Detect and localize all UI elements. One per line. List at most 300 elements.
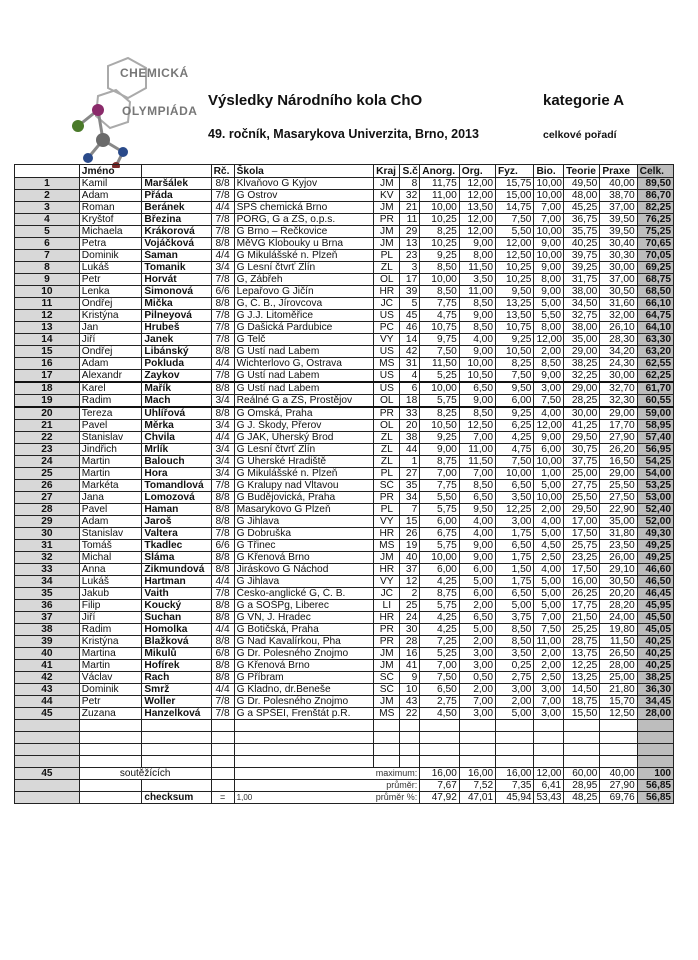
cell-school: G Ústí nad Labem xyxy=(234,382,373,395)
cell-praxe: 32,30 xyxy=(600,395,637,408)
table-row xyxy=(15,286,674,298)
cell-sc: 10 xyxy=(400,684,420,696)
cell-first-name: Filip xyxy=(79,600,142,612)
cell-region: SČ xyxy=(374,684,400,696)
cell-school: G Dašická Pardubice xyxy=(234,322,373,334)
cell-region: SČ xyxy=(374,480,400,492)
cell-fyz: 3,50 xyxy=(496,492,534,504)
cell-bio: 8,00 xyxy=(534,274,564,286)
cell-year: 7/8 xyxy=(211,696,234,708)
col-header-surname xyxy=(142,165,211,178)
cell-sc: 23 xyxy=(400,250,420,262)
cell-surname: Lomozová xyxy=(142,492,211,504)
cell-teorie: 15,50 xyxy=(564,708,600,720)
cell-rank: 40 xyxy=(15,648,80,660)
cell-anorg: 5,75 xyxy=(420,504,460,516)
cell-bio: 5,00 xyxy=(534,480,564,492)
cell-rank: 13 xyxy=(15,322,80,334)
cell-bio: 9,00 xyxy=(534,238,564,250)
cell-anorg: 9,25 xyxy=(420,432,460,444)
cell-anorg: 4,25 xyxy=(420,612,460,624)
cell-bio: 3,00 xyxy=(534,684,564,696)
cell-bio: 4,00 xyxy=(534,516,564,528)
cell-rank: 28 xyxy=(15,504,80,516)
cell-rank: 37 xyxy=(15,612,80,624)
cell-sc: 9 xyxy=(400,672,420,684)
cell-surname: Valtera xyxy=(142,528,211,540)
cell-teorie: 29,50 xyxy=(564,504,600,516)
cell-anorg: 6,50 xyxy=(420,684,460,696)
summary-row-percent xyxy=(15,792,674,804)
cell-school: Reálné G a ZŠ, Prostějov xyxy=(234,395,373,408)
cell-org: 8,50 xyxy=(459,480,495,492)
cell-sc: 5 xyxy=(400,298,420,310)
cell-year: 8/8 xyxy=(211,382,234,395)
cell-praxe: 15,70 xyxy=(600,696,637,708)
cell-school: Česko-anglické G, Č. B. xyxy=(234,588,373,600)
cell-region: MS xyxy=(374,708,400,720)
cell-fyz: 12,00 xyxy=(496,238,534,250)
summary-row-average xyxy=(15,780,674,792)
cell-surname: Homolka xyxy=(142,624,211,636)
cell-sc: 43 xyxy=(400,696,420,708)
cell-rank: 20 xyxy=(15,407,80,420)
cell-first-name: Radim xyxy=(79,624,142,636)
cell-org: 4,00 xyxy=(459,334,495,346)
cell-region: PL xyxy=(374,250,400,262)
cell-anorg: 5,25 xyxy=(420,370,460,383)
cell-org: 6,50 xyxy=(459,612,495,624)
cell-year: 6/6 xyxy=(211,540,234,552)
cell-region: JM xyxy=(374,238,400,250)
cell-region: JČ xyxy=(374,588,400,600)
cell-school: G a SPŠEI, Frenštát p.R. xyxy=(234,708,373,720)
cell-school: G Telč xyxy=(234,334,373,346)
cell-first-name: Martin xyxy=(79,456,142,468)
cell-teorie: 29,00 xyxy=(564,346,600,358)
cell-region: MS xyxy=(374,540,400,552)
cell-anorg: 7,75 xyxy=(420,480,460,492)
cell-total: 68,50 xyxy=(637,286,673,298)
cell-praxe: 30,50 xyxy=(600,286,637,298)
cell-surname: Mrlík xyxy=(142,444,211,456)
max-anorg: 16,00 xyxy=(420,768,460,780)
cell-org: 13,50 xyxy=(459,202,495,214)
cell-year: 4/4 xyxy=(211,358,234,370)
cell-total: 70,65 xyxy=(637,238,673,250)
cell-rank: 6 xyxy=(15,238,80,250)
max-bio: 12,00 xyxy=(534,768,564,780)
cell-rank: 29 xyxy=(15,516,80,528)
cell-year: 4/4 xyxy=(211,432,234,444)
cell-praxe: 31,60 xyxy=(600,298,637,310)
cell-surname: Krákorová xyxy=(142,226,211,238)
cell-school: Jiráskovo G Náchod xyxy=(234,564,373,576)
cell-year: 7/8 xyxy=(211,708,234,720)
cell-bio: 9,00 xyxy=(534,432,564,444)
cell-praxe: 29,00 xyxy=(600,407,637,420)
cell-school: G VN, J. Hradec xyxy=(234,612,373,624)
summary-section xyxy=(15,720,674,804)
cell-bio: 5,00 xyxy=(534,600,564,612)
cell-rank: 44 xyxy=(15,696,80,708)
cell-teorie: 30,00 xyxy=(564,407,600,420)
table-row xyxy=(15,226,674,238)
cell-surname: Pokluda xyxy=(142,358,211,370)
cell-org: 12,50 xyxy=(459,420,495,432)
cell-total: 58,95 xyxy=(637,420,673,432)
cell-total: 54,00 xyxy=(637,468,673,480)
checksum-eq: = xyxy=(211,792,234,804)
cell-first-name: Adam xyxy=(79,516,142,528)
cell-praxe: 16,50 xyxy=(600,456,637,468)
cell-total: 76,25 xyxy=(637,214,673,226)
cell-school: MěVG Klobouky u Brna xyxy=(234,238,373,250)
cell-org: 2,00 xyxy=(459,684,495,696)
cell-first-name: Petra xyxy=(79,238,142,250)
cell-anorg: 7,00 xyxy=(420,660,460,672)
cell-praxe: 23,50 xyxy=(600,540,637,552)
cell-rank: 27 xyxy=(15,492,80,504)
cell-year: 4/4 xyxy=(211,202,234,214)
cell-year: 8/8 xyxy=(211,238,234,250)
table-row xyxy=(15,468,674,480)
cell-school: G Botičská, Praha xyxy=(234,624,373,636)
cell-school: PORG, G a ZŠ, o.p.s. xyxy=(234,214,373,226)
average-label: průměr: xyxy=(234,780,420,792)
cell-teorie: 13,25 xyxy=(564,672,600,684)
cell-bio: 7,00 xyxy=(534,612,564,624)
table-row xyxy=(15,214,674,226)
cell-praxe: 30,00 xyxy=(600,262,637,274)
table-row xyxy=(15,395,674,408)
table-row xyxy=(15,444,674,456)
cell-region: HR xyxy=(374,564,400,576)
cell-school: G J. Škody, Přerov xyxy=(234,420,373,432)
cell-org: 5,00 xyxy=(459,576,495,588)
cell-total: 64,75 xyxy=(637,310,673,322)
cell-bio: 2,50 xyxy=(534,552,564,564)
cell-anorg: 4,50 xyxy=(420,708,460,720)
cell-bio: 2,00 xyxy=(534,504,564,516)
cell-total: 46,45 xyxy=(637,588,673,600)
cell-praxe: 30,40 xyxy=(600,238,637,250)
cell-total: 60,55 xyxy=(637,395,673,408)
table-row xyxy=(15,346,674,358)
cell-bio: 7,00 xyxy=(534,214,564,226)
cell-region: OL xyxy=(374,274,400,286)
avg-celk: 56,85 xyxy=(637,780,673,792)
cell-anorg: 8,25 xyxy=(420,226,460,238)
cell-bio: 4,00 xyxy=(534,407,564,420)
cell-anorg: 2,75 xyxy=(420,696,460,708)
cell-praxe: 40,00 xyxy=(600,178,637,190)
cell-fyz: 5,00 xyxy=(496,600,534,612)
cell-teorie: 39,25 xyxy=(564,262,600,274)
cell-first-name: Karel xyxy=(79,382,142,395)
cell-first-name: Tereza xyxy=(79,407,142,420)
cell-anorg: 4,25 xyxy=(420,624,460,636)
cell-school: G Jihlava xyxy=(234,516,373,528)
table-header-row xyxy=(15,165,674,178)
cell-sc: 11 xyxy=(400,214,420,226)
cell-rank: 25 xyxy=(15,468,80,480)
cell-teorie: 25,00 xyxy=(564,468,600,480)
cell-teorie: 17,75 xyxy=(564,600,600,612)
cell-total: 45,05 xyxy=(637,624,673,636)
cell-total: 70,05 xyxy=(637,250,673,262)
cell-region: ÚS xyxy=(374,310,400,322)
cell-sc: 29 xyxy=(400,226,420,238)
cell-org: 6,00 xyxy=(459,564,495,576)
cell-surname: Suchan xyxy=(142,612,211,624)
cell-org: 9,00 xyxy=(459,310,495,322)
cell-surname: Hanzelková xyxy=(142,708,211,720)
cell-sc: 2 xyxy=(400,588,420,600)
table-row xyxy=(15,564,674,576)
table-row xyxy=(15,636,674,648)
cell-teorie: 30,75 xyxy=(564,444,600,456)
cell-region: ÚS xyxy=(374,370,400,383)
cell-praxe: 32,70 xyxy=(600,382,637,395)
cell-rank: 18 xyxy=(15,382,80,395)
pct-celk: 56,85 xyxy=(637,792,673,804)
cell-anorg: 8,75 xyxy=(420,588,460,600)
cell-region: JČ xyxy=(374,298,400,310)
col-header-region: Kraj xyxy=(374,165,400,178)
cell-fyz: 15,75 xyxy=(496,178,534,190)
cell-total: 61,70 xyxy=(637,382,673,395)
cell-first-name: Ondřej xyxy=(79,346,142,358)
cell-praxe: 34,20 xyxy=(600,346,637,358)
cell-rank: 26 xyxy=(15,480,80,492)
cell-org: 4,00 xyxy=(459,516,495,528)
cell-total: 36,30 xyxy=(637,684,673,696)
cell-fyz: 12,50 xyxy=(496,250,534,262)
table-row xyxy=(15,588,674,600)
cell-year: 7/8 xyxy=(211,274,234,286)
page-title: Výsledky Národního kola ChO xyxy=(208,92,423,109)
cell-rank: 17 xyxy=(15,370,80,383)
cell-rank: 21 xyxy=(15,420,80,432)
cell-bio: 10,00 xyxy=(534,492,564,504)
cell-org: 10,00 xyxy=(459,358,495,370)
cell-sc: 4 xyxy=(400,370,420,383)
cell-school: G Dobruška xyxy=(234,528,373,540)
cell-year: 8/8 xyxy=(211,612,234,624)
cell-bio: 9,00 xyxy=(534,370,564,383)
cell-praxe: 27,90 xyxy=(600,432,637,444)
cell-praxe: 38,70 xyxy=(600,190,637,202)
cell-teorie: 35,00 xyxy=(564,334,600,346)
cell-school: G Mikulášské n. Plzeň xyxy=(234,468,373,480)
cell-anorg: 6,00 xyxy=(420,516,460,528)
cell-surname: Tkadlec xyxy=(142,540,211,552)
cell-sc: 44 xyxy=(400,444,420,456)
table-row xyxy=(15,432,674,444)
cell-teorie: 23,25 xyxy=(564,552,600,564)
cell-region: PL xyxy=(374,504,400,516)
cell-total: 64,10 xyxy=(637,322,673,334)
competitor-count: 45 xyxy=(15,768,80,780)
cell-year: 6/6 xyxy=(211,286,234,298)
cell-first-name: Jiří xyxy=(79,334,142,346)
cell-bio: 5,50 xyxy=(534,310,564,322)
cell-sc: 30 xyxy=(400,624,420,636)
cell-fyz: 5,00 xyxy=(496,708,534,720)
cell-year: 8/8 xyxy=(211,178,234,190)
cell-org: 2,00 xyxy=(459,636,495,648)
cell-first-name: Martin xyxy=(79,468,142,480)
cell-year: 8/8 xyxy=(211,636,234,648)
cell-praxe: 28,20 xyxy=(600,600,637,612)
cell-first-name: Dominik xyxy=(79,684,142,696)
cell-fyz: 1,75 xyxy=(496,576,534,588)
cell-teorie: 29,00 xyxy=(564,382,600,395)
table-row xyxy=(15,358,674,370)
cell-bio: 5,00 xyxy=(534,588,564,600)
cell-rank: 36 xyxy=(15,600,80,612)
cell-fyz: 3,50 xyxy=(496,648,534,660)
cell-fyz: 1,50 xyxy=(496,564,534,576)
cell-praxe: 30,50 xyxy=(600,576,637,588)
cell-org: 3,00 xyxy=(459,660,495,672)
cell-year: 7/8 xyxy=(211,480,234,492)
cell-teorie: 49,50 xyxy=(564,178,600,190)
cell-sc: 8 xyxy=(400,178,420,190)
cell-surname: Maršálek xyxy=(142,178,211,190)
cell-region: JM xyxy=(374,202,400,214)
cell-fyz: 3,00 xyxy=(496,684,534,696)
cell-region: ZL xyxy=(374,262,400,274)
cell-year: 7/8 xyxy=(211,226,234,238)
cell-rank: 9 xyxy=(15,274,80,286)
cell-bio: 5,00 xyxy=(534,298,564,310)
cell-total: 63,20 xyxy=(637,346,673,358)
cell-school: G, Č. B., Jírovcova xyxy=(234,298,373,310)
cell-anorg: 5,75 xyxy=(420,600,460,612)
cell-school: G Omská, Praha xyxy=(234,407,373,420)
cell-fyz: 5,50 xyxy=(496,226,534,238)
results-rows xyxy=(15,178,674,720)
table-row xyxy=(15,552,674,564)
cell-surname: Vaith xyxy=(142,588,211,600)
cell-total: 49,25 xyxy=(637,540,673,552)
cell-org: 12,00 xyxy=(459,226,495,238)
cell-org: 12,00 xyxy=(459,178,495,190)
cell-first-name: Kristýna xyxy=(79,636,142,648)
cell-rank: 3 xyxy=(15,202,80,214)
cell-first-name: Michaela xyxy=(79,226,142,238)
cell-praxe: 22,90 xyxy=(600,504,637,516)
col-header-anorg: Anorg. xyxy=(420,165,460,178)
cell-total: 56,95 xyxy=(637,444,673,456)
cell-surname: Zaykov xyxy=(142,370,211,383)
cell-praxe: 28,00 xyxy=(600,660,637,672)
cell-rank: 22 xyxy=(15,432,80,444)
cell-surname: Vojáčková xyxy=(142,238,211,250)
cell-total: 54,25 xyxy=(637,456,673,468)
cell-region: MS xyxy=(374,358,400,370)
cell-total: 59,00 xyxy=(637,407,673,420)
cell-rank: 12 xyxy=(15,310,80,322)
cell-surname: Janek xyxy=(142,334,211,346)
cell-year: 3/4 xyxy=(211,444,234,456)
cell-rank: 42 xyxy=(15,672,80,684)
cell-region: JM xyxy=(374,226,400,238)
cell-total: 52,00 xyxy=(637,516,673,528)
table-row xyxy=(15,600,674,612)
cell-sc: 31 xyxy=(400,358,420,370)
cell-teorie: 27,75 xyxy=(564,480,600,492)
cell-teorie: 25,25 xyxy=(564,624,600,636)
cell-region: ZL xyxy=(374,444,400,456)
cell-fyz: 4,75 xyxy=(496,444,534,456)
cell-rank: 39 xyxy=(15,636,80,648)
table-row xyxy=(15,407,674,420)
cell-school: G Dr. Polesného Znojmo xyxy=(234,648,373,660)
cell-year: 7/8 xyxy=(211,322,234,334)
cell-rank: 1 xyxy=(15,178,80,190)
cell-org: 12,00 xyxy=(459,190,495,202)
cell-year: 7/8 xyxy=(211,310,234,322)
cell-anorg: 5,75 xyxy=(420,395,460,408)
cell-teorie: 14,50 xyxy=(564,684,600,696)
cell-year: 8/8 xyxy=(211,504,234,516)
cell-anorg: 7,25 xyxy=(420,636,460,648)
pct-org: 47,01 xyxy=(459,792,495,804)
cell-rank: 32 xyxy=(15,552,80,564)
cell-fyz: 9,50 xyxy=(496,382,534,395)
cell-teorie: 38,00 xyxy=(564,322,600,334)
cell-total: 40,25 xyxy=(637,636,673,648)
cell-org: 8,50 xyxy=(459,407,495,420)
cell-total: 63,30 xyxy=(637,334,673,346)
cell-surname: Koucký xyxy=(142,600,211,612)
col-header-fyz: Fyz. xyxy=(496,165,534,178)
cell-year: 4/4 xyxy=(211,250,234,262)
cell-anorg: 10,00 xyxy=(420,382,460,395)
cell-school: G Uherské Hradiště xyxy=(234,456,373,468)
cell-surname: Hartman xyxy=(142,576,211,588)
cell-surname: Pilneyová xyxy=(142,310,211,322)
cell-praxe: 12,50 xyxy=(600,708,637,720)
cell-first-name: Jakub xyxy=(79,588,142,600)
cell-year: 4/4 xyxy=(211,684,234,696)
cell-surname: Tomanik xyxy=(142,262,211,274)
cell-bio: 2,00 xyxy=(534,660,564,672)
cell-school: G Mikulášské n. Plzeň xyxy=(234,250,373,262)
cell-total: 53,25 xyxy=(637,480,673,492)
cell-first-name: Stanislav xyxy=(79,528,142,540)
cell-total: 52,40 xyxy=(637,504,673,516)
cell-anorg: 11,50 xyxy=(420,358,460,370)
cell-surname: Šimonová xyxy=(142,286,211,298)
cell-fyz: 10,50 xyxy=(496,346,534,358)
cell-sc: 20 xyxy=(400,420,420,432)
cell-first-name: Kamil xyxy=(79,178,142,190)
cell-total: 62,55 xyxy=(637,358,673,370)
cell-org: 6,00 xyxy=(459,588,495,600)
cell-org: 9,00 xyxy=(459,238,495,250)
cell-first-name: Roman xyxy=(79,202,142,214)
cell-praxe: 24,00 xyxy=(600,612,637,624)
cell-teorie: 17,50 xyxy=(564,528,600,540)
cell-bio: 11,00 xyxy=(534,636,564,648)
cell-org: 11,50 xyxy=(459,456,495,468)
cell-year: 8/8 xyxy=(211,407,234,420)
cell-fyz: 8,50 xyxy=(496,624,534,636)
